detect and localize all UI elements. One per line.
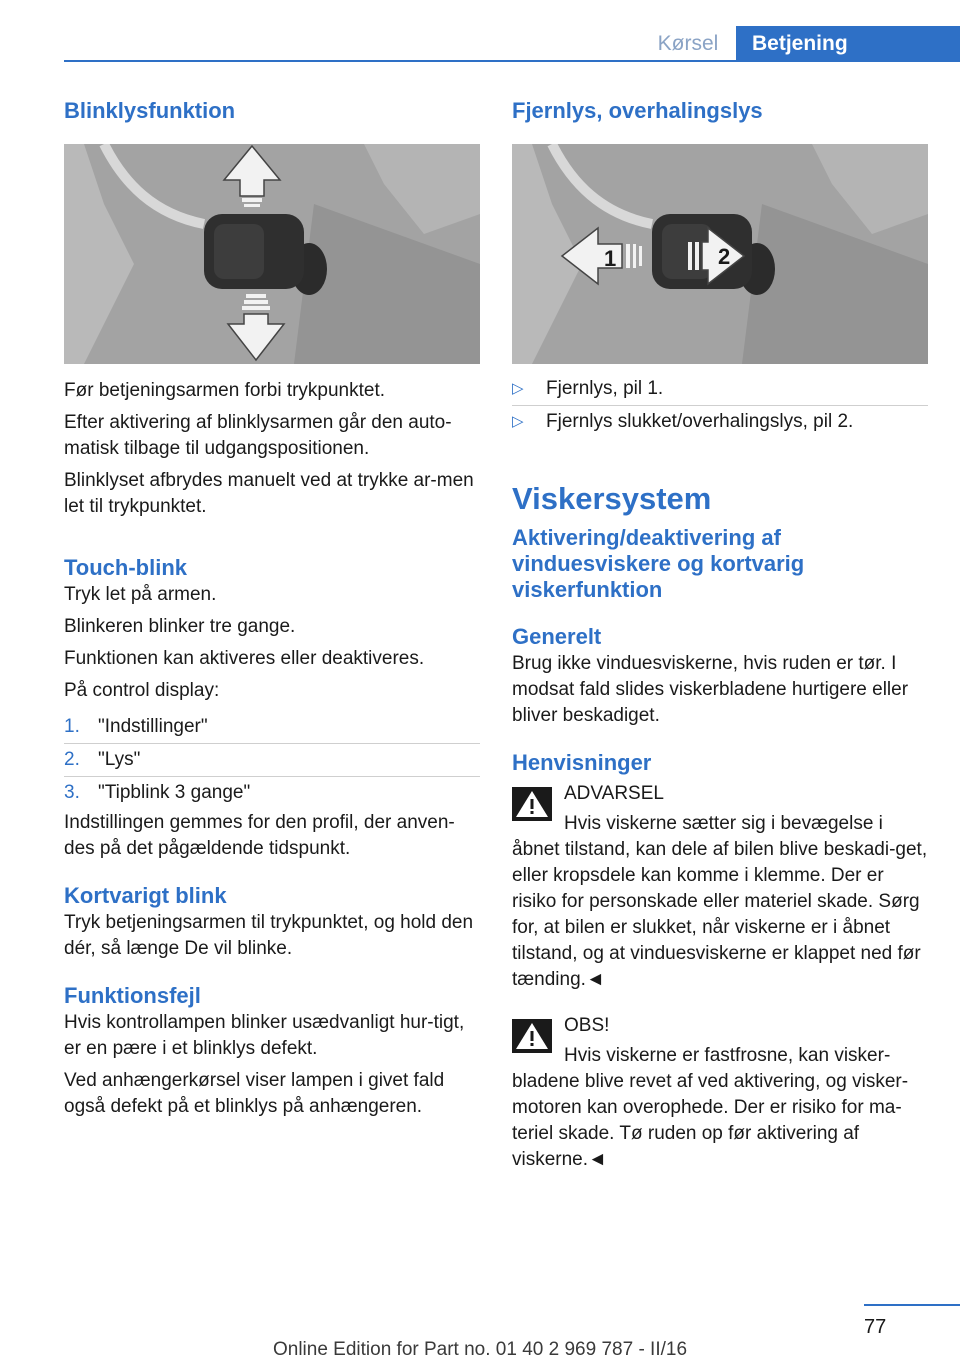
paragraph: Ved anhængerkørsel viser lampen i givet fald også defekt på et blinklys på anhængeren. — [64, 1070, 445, 1117]
paragraph: Hvis kontrollampen blinker usædvanligt hur-tigt, er en pære i et blinklys defekt. — [64, 1012, 465, 1059]
header-rule — [64, 60, 960, 62]
warning-text: åbnet tilstand, kan dele af bilen blive beskadi-get, eller kropsdele kan komme i klemme. Der er risiko for personskade eller materiel skade. Sørg for, at bilen er slukket, når viskerne er i åbnet tilstand, og at vinduesviskerne er klappet ned før tænding.◄ — [512, 839, 928, 990]
heading-viskersystem: Viskersystem — [512, 481, 712, 516]
bullet-text: Fjernlys, pil 1. — [546, 378, 664, 399]
section-tab: Kørsel — [657, 32, 719, 55]
high-beam-illustration — [512, 144, 928, 364]
heading-kortvarigt-blink: Kortvarigt blink — [64, 883, 227, 908]
paragraph: Funktionen kan aktiveres eller deaktiveres. — [64, 648, 425, 669]
heading-funktionsfejl: Funktionsfejl — [64, 983, 201, 1008]
turn-signal-figure — [64, 144, 480, 364]
heading-henvisninger: Henvisninger — [512, 750, 652, 775]
divider — [512, 405, 928, 406]
paragraph: Indstillingen gemmes for den profil, der anven-des på det pågældende tidspunkt. — [64, 812, 455, 859]
arrow-label-2: 2 — [718, 244, 731, 269]
list-item — [512, 376, 928, 402]
paragraph: Før betjeningsarmen forbi trykpunktet. — [64, 380, 386, 401]
triangle-bullet-icon: ▷ — [512, 380, 524, 397]
edition-note: Online Edition for Part no. 01 40 2 969 787 - II/16 — [272, 1339, 688, 1360]
warning-title: ADVARSEL — [564, 783, 664, 804]
footer-rule — [864, 1304, 960, 1306]
list-item — [64, 780, 480, 806]
heading-blinklysfunktion: Blinklysfunktion — [64, 98, 236, 123]
chapter-tab: Betjening — [736, 26, 960, 62]
heading-fjernlys: Fjernlys, overhalingslys — [512, 98, 763, 123]
warning-text: Hvis viskerne sætter sig i bevægelse i — [564, 813, 883, 834]
paragraph: Efter aktivering af blinklysarmen går den auto-matisk tilbage til udgangspositionen. — [64, 412, 452, 459]
step-text: "Tipblink 3 gange" — [98, 782, 251, 803]
list-item — [512, 409, 928, 435]
caution-block — [512, 1013, 928, 1173]
divider — [64, 743, 480, 744]
paragraph: På control display: — [64, 680, 220, 701]
high-beam-list — [512, 376, 928, 435]
step-number: 3. — [64, 782, 80, 803]
step-number: 1. — [64, 716, 80, 737]
step-text: "Indstillinger" — [98, 716, 208, 737]
turn-signal-illustration — [64, 144, 480, 364]
warning-block — [512, 781, 928, 993]
settings-steps — [64, 714, 480, 806]
heading-aktivering: Aktivering/deaktivering af vinduesviskere og kortvarig viskerfunktion — [512, 525, 805, 602]
triangle-bullet-icon: ▷ — [512, 413, 524, 430]
step-number: 2. — [64, 749, 80, 770]
step-text: "Lys" — [98, 749, 141, 770]
high-beam-figure — [512, 144, 928, 364]
page-header — [0, 0, 960, 62]
heading-touch-blink: Touch-blink — [64, 555, 188, 580]
list-item — [64, 714, 480, 740]
arrow-label-1: 1 — [604, 246, 617, 271]
left-column — [64, 96, 480, 1120]
warning-triangle-icon — [512, 787, 552, 821]
paragraph: Tryk let på armen. — [64, 584, 217, 605]
right-column — [512, 96, 928, 1173]
page-number: 77 — [864, 1316, 887, 1338]
list-item — [64, 747, 480, 773]
caution-title: OBS! — [564, 1015, 610, 1036]
paragraph: Brug ikke vinduesviskerne, hvis ruden er tør. I modsat fald slides viskerbladene hurtigere eller bliver beskadiget. — [512, 653, 909, 726]
paragraph: Blinklyset afbrydes manuelt ved at trykke ar-men let til trykpunktet. — [64, 470, 474, 517]
caution-triangle-icon — [512, 1019, 552, 1053]
heading-generelt: Generelt — [512, 624, 602, 649]
divider — [64, 776, 480, 777]
caution-text: Hvis viskerne er fastfrosne, kan visker- — [564, 1045, 891, 1066]
caution-text: bladene blive revet af ved aktivering, og visker-motoren kan overophede. Der er risiko for ma-teriel skade. Tø ruden op før aktivering af viskerne.◄ — [512, 1071, 909, 1170]
paragraph: Blinkeren blinker tre gange. — [64, 616, 296, 637]
paragraph: Tryk betjeningsarmen til trykpunktet, og hold den dér, så længe De vil blinke. — [64, 912, 474, 959]
bullet-text: Fjernlys slukket/overhalingslys, pil 2. — [546, 411, 854, 432]
